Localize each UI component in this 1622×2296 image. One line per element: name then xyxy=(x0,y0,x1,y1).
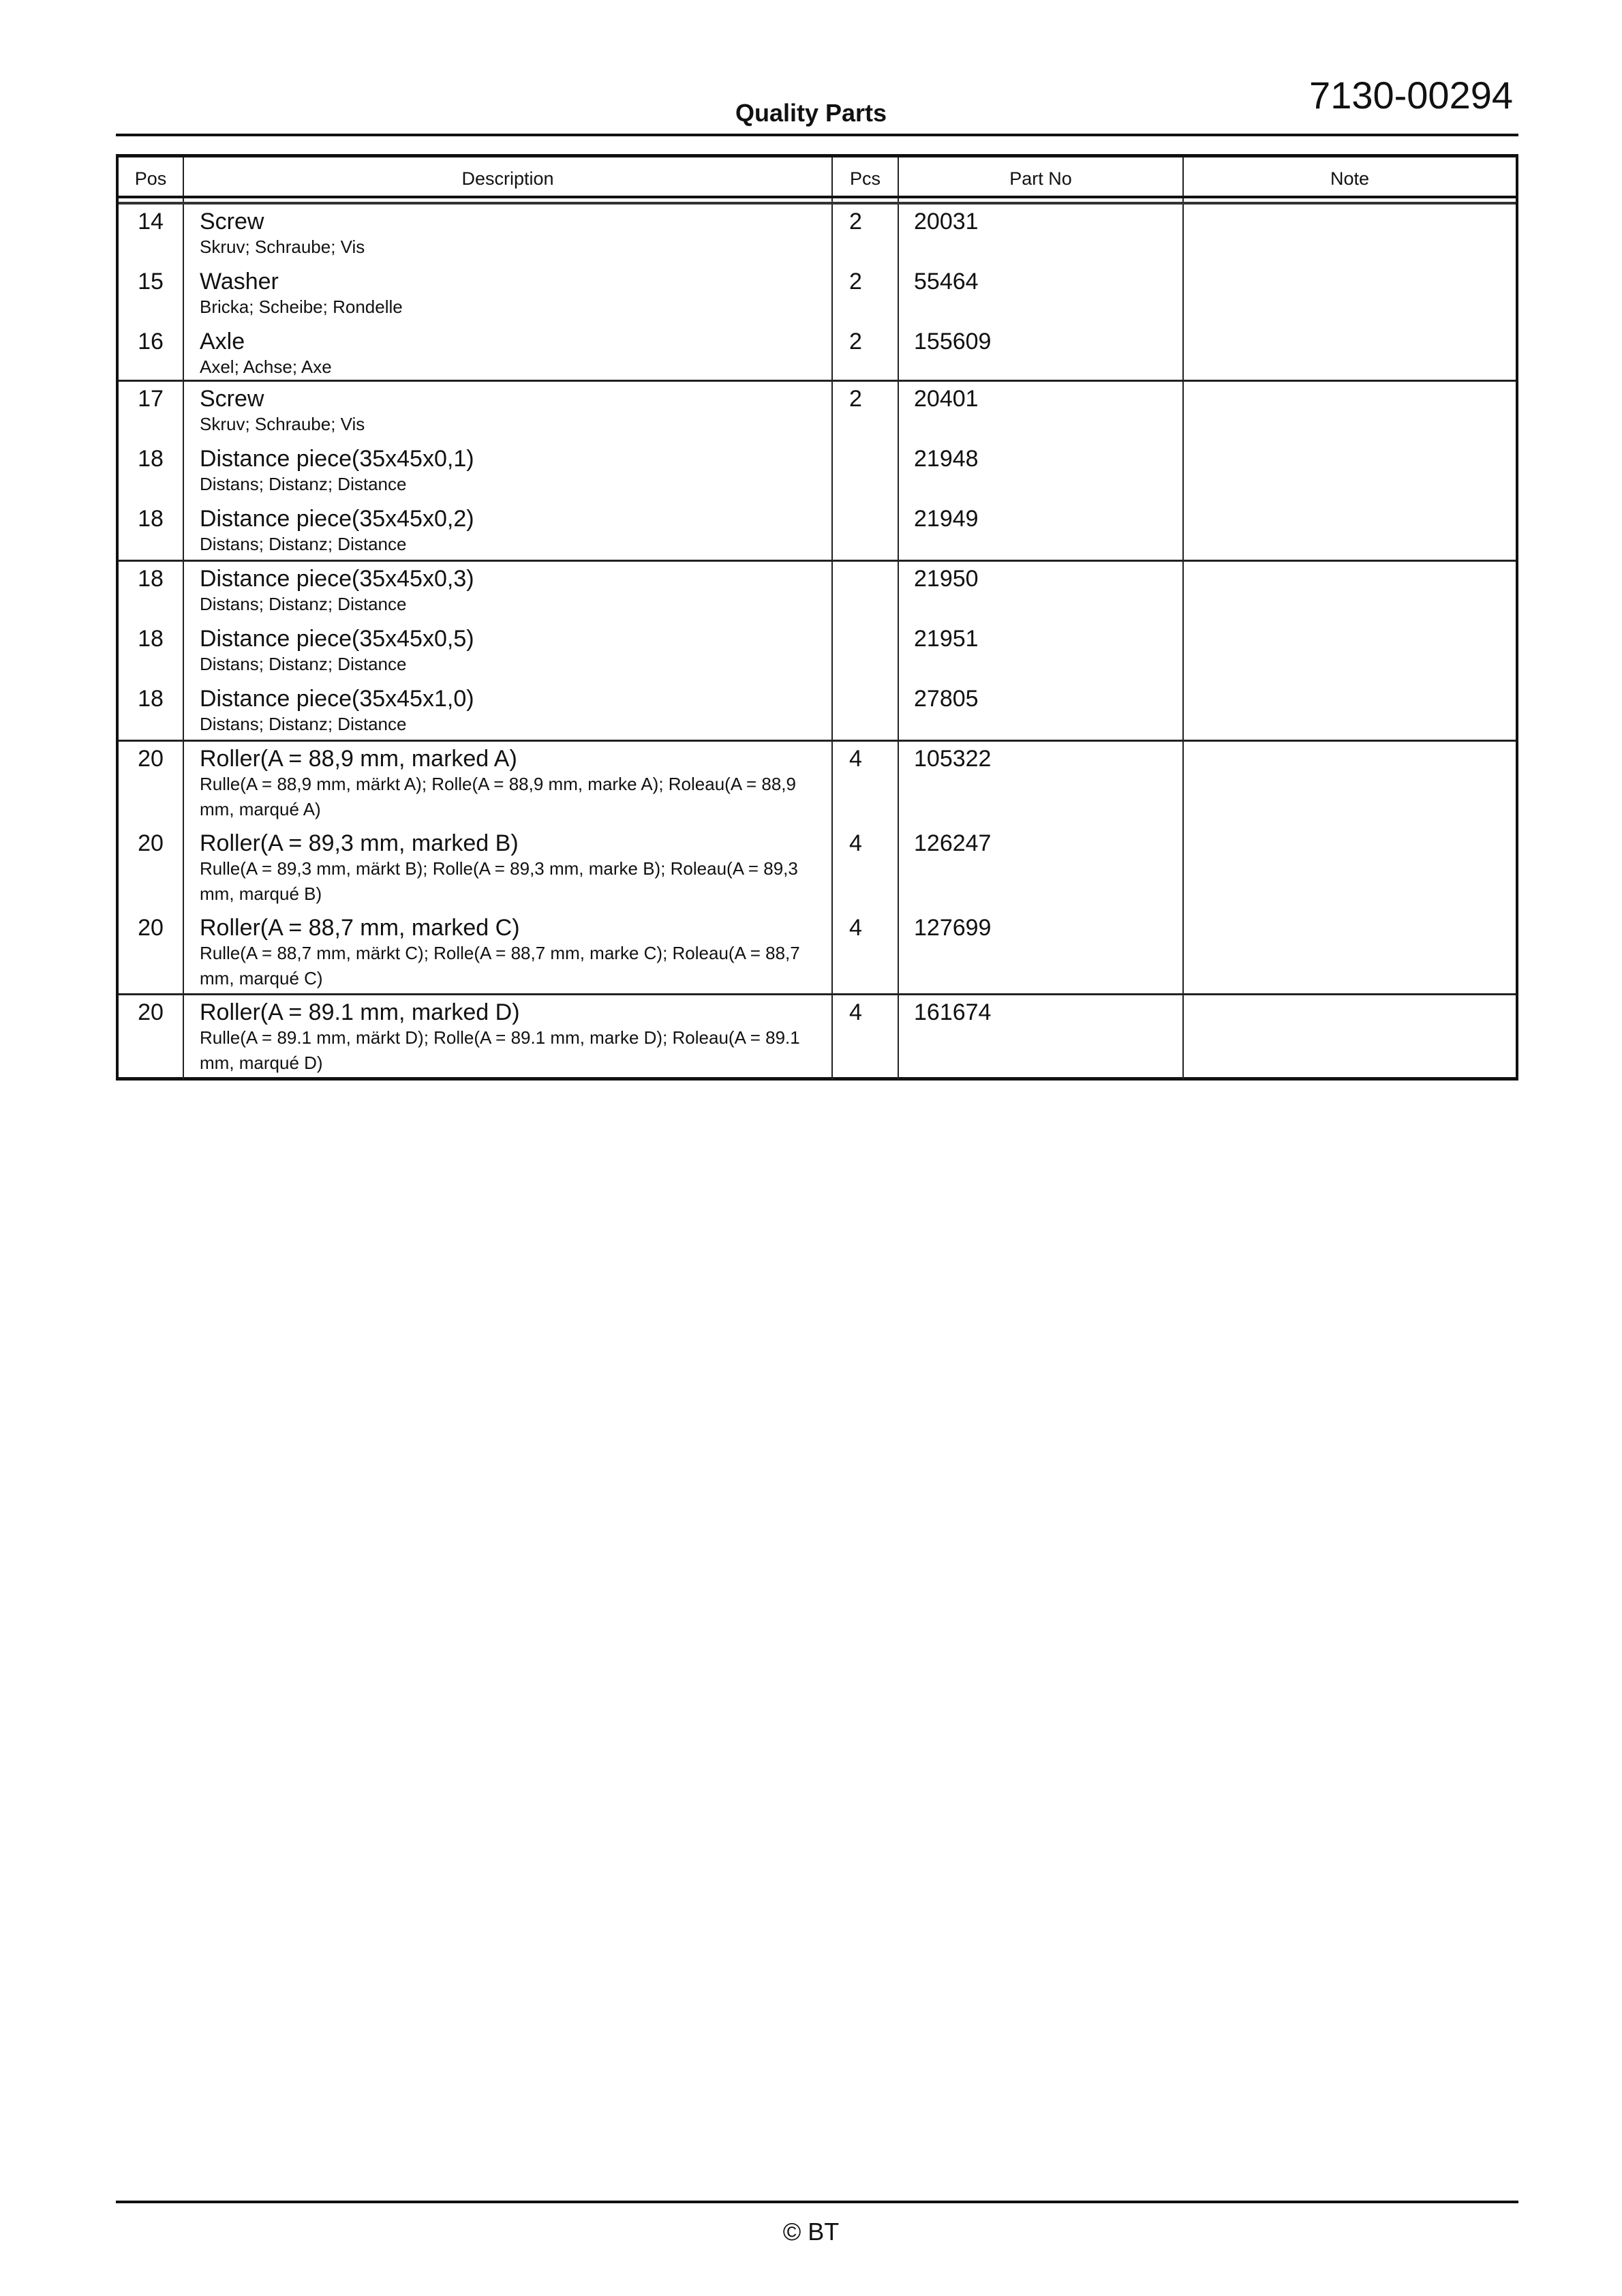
pcs-column xyxy=(833,562,899,742)
pcs-column xyxy=(833,742,899,995)
list-item xyxy=(899,265,1182,324)
table-row-group xyxy=(119,562,1516,742)
list-item xyxy=(184,682,831,742)
list-item xyxy=(899,502,1182,562)
gap-cell xyxy=(184,198,833,202)
column-header-pcs: Pcs xyxy=(833,157,899,196)
list-item xyxy=(184,442,831,502)
part-translations: Axel; Achse; Axe xyxy=(200,357,332,377)
list-item xyxy=(119,382,183,442)
note-text xyxy=(1184,995,1516,999)
part-translations: Distans; Distanz; Distance xyxy=(200,474,407,494)
list-item xyxy=(1184,826,1516,911)
list-item xyxy=(899,442,1182,502)
table-row-group xyxy=(119,205,1516,382)
list-item xyxy=(899,826,1182,911)
position-number: 15 xyxy=(138,269,164,294)
list-item xyxy=(1184,622,1516,682)
part-number: 21951 xyxy=(914,626,979,652)
list-item xyxy=(1184,265,1516,324)
part-no-column xyxy=(899,995,1184,1080)
piece-count: 4 xyxy=(849,915,862,941)
list-item xyxy=(119,911,183,995)
list-item xyxy=(119,502,183,562)
piece-count xyxy=(849,562,898,566)
part-translations: Rulle(A = 89.1 mm, märkt D); Rolle(A = 89.1 mm, marke D); Roleau(A = 89.1 mm, marqué D) xyxy=(200,1027,800,1073)
part-translations: Rulle(A = 88,7 mm, märkt C); Rolle(A = 88,7 mm, marke C); Roleau(A = 88,7 mm, marqué C) xyxy=(200,943,800,988)
part-number: 20031 xyxy=(914,209,979,235)
table-body xyxy=(119,205,1516,1077)
list-item xyxy=(833,562,898,622)
list-item xyxy=(899,995,1182,1080)
list-item xyxy=(833,742,898,826)
footer-divider xyxy=(116,2201,1518,2203)
piece-count xyxy=(849,502,898,506)
list-item xyxy=(833,324,898,384)
part-number: 27805 xyxy=(914,686,979,712)
part-number: 126247 xyxy=(914,830,992,856)
part-description: Distance piece(35x45x0,2) xyxy=(200,506,474,532)
part-number: 55464 xyxy=(914,269,979,294)
list-item xyxy=(833,382,898,442)
note-column xyxy=(1184,742,1516,995)
note-text xyxy=(1184,826,1516,830)
note-text xyxy=(1184,502,1516,506)
list-item xyxy=(1184,502,1516,562)
part-number: 20401 xyxy=(914,386,979,412)
part-number: 127699 xyxy=(914,915,992,941)
position-number: 20 xyxy=(138,915,164,941)
list-item xyxy=(833,622,898,682)
list-item xyxy=(899,205,1182,265)
parts-table xyxy=(116,154,1518,1081)
part-number: 21948 xyxy=(914,446,979,472)
list-item xyxy=(899,324,1182,384)
position-number: 18 xyxy=(138,626,164,652)
part-translations: Distans; Distanz; Distance xyxy=(200,654,407,674)
description-column xyxy=(184,205,833,384)
header-gap xyxy=(119,198,1516,205)
list-item xyxy=(119,742,183,826)
pos-column xyxy=(119,382,184,562)
description-column xyxy=(184,382,833,562)
part-translations: Bricka; Scheibe; Rondelle xyxy=(200,297,403,317)
piece-count: 2 xyxy=(849,269,862,294)
note-column xyxy=(1184,562,1516,742)
list-item xyxy=(833,205,898,265)
note-column xyxy=(1184,995,1516,1080)
part-number: 21950 xyxy=(914,566,979,592)
list-item xyxy=(899,682,1182,742)
position-number: 16 xyxy=(138,329,164,354)
list-item xyxy=(119,682,183,742)
piece-count: 4 xyxy=(849,999,862,1025)
description-column xyxy=(184,995,833,1080)
table-header xyxy=(119,157,1516,198)
position-number: 17 xyxy=(138,386,164,412)
list-item xyxy=(899,382,1182,442)
part-description: Roller(A = 88,9 mm, marked A) xyxy=(200,746,517,772)
list-item xyxy=(184,826,831,911)
part-translations: Rulle(A = 89,3 mm, märkt B); Rolle(A = 89,3 mm, marke B); Roleau(A = 89,3 mm, marqué B) xyxy=(200,858,798,904)
position-number: 18 xyxy=(138,446,164,472)
pcs-column xyxy=(833,995,899,1080)
list-item xyxy=(833,265,898,324)
note-text xyxy=(1184,442,1516,446)
part-description: Washer xyxy=(200,269,279,294)
column-header-pos: Pos xyxy=(119,157,184,196)
description-column xyxy=(184,562,833,742)
list-item xyxy=(184,265,831,324)
part-translations: Rulle(A = 88,9 mm, märkt A); Rolle(A = 88,9 mm, marke A); Roleau(A = 88,9 mm, marqué A) xyxy=(200,774,796,819)
note-text xyxy=(1184,562,1516,566)
part-translations: Distans; Distanz; Distance xyxy=(200,714,407,734)
list-item xyxy=(833,682,898,742)
table-row-group xyxy=(119,995,1516,1077)
note-text xyxy=(1184,911,1516,915)
list-item xyxy=(184,502,831,562)
list-item xyxy=(119,442,183,502)
list-item xyxy=(833,911,898,995)
list-item xyxy=(899,742,1182,826)
list-item xyxy=(184,562,831,622)
part-translations: Skruv; Schraube; Vis xyxy=(200,237,365,257)
list-item xyxy=(119,622,183,682)
list-item xyxy=(184,911,831,995)
list-item xyxy=(1184,742,1516,826)
list-item xyxy=(1184,562,1516,622)
note-text xyxy=(1184,205,1516,209)
piece-count: 4 xyxy=(849,830,862,856)
list-item xyxy=(1184,382,1516,442)
position-number: 14 xyxy=(138,209,164,235)
position-number: 18 xyxy=(138,566,164,592)
column-header-note: Note xyxy=(1330,168,1370,189)
copyright-text: © BT xyxy=(782,2218,840,2246)
table-row-group xyxy=(119,382,1516,562)
part-translations: Distans; Distanz; Distance xyxy=(200,534,407,554)
part-description: Distance piece(35x45x0,1) xyxy=(200,446,474,472)
list-item xyxy=(119,205,183,265)
table-row-group xyxy=(119,742,1516,995)
part-description: Distance piece(35x45x0,3) xyxy=(200,566,474,592)
note-text xyxy=(1184,324,1516,329)
list-item xyxy=(184,995,831,1080)
list-item xyxy=(1184,324,1516,384)
pos-column xyxy=(119,205,184,384)
position-number: 20 xyxy=(138,746,164,772)
gap-cell xyxy=(1184,198,1516,202)
list-item xyxy=(184,324,831,384)
part-description: Roller(A = 89.1 mm, marked D) xyxy=(200,999,520,1025)
part-description: Distance piece(35x45x1,0) xyxy=(200,686,474,712)
list-item xyxy=(1184,442,1516,502)
note-text xyxy=(1184,382,1516,386)
gap-cell xyxy=(899,198,1184,202)
piece-count xyxy=(849,442,898,446)
note-column xyxy=(1184,382,1516,562)
list-item xyxy=(184,382,831,442)
part-description: Axle xyxy=(200,329,245,354)
pcs-column xyxy=(833,205,899,384)
list-item xyxy=(899,911,1182,995)
piece-count: 2 xyxy=(849,209,862,235)
piece-count: 2 xyxy=(849,386,862,412)
part-no-column xyxy=(899,205,1184,384)
piece-count: 4 xyxy=(849,746,862,772)
part-number: 161674 xyxy=(914,999,992,1025)
pcs-column xyxy=(833,382,899,562)
part-number: 155609 xyxy=(914,329,992,354)
part-description: Screw xyxy=(200,209,264,235)
list-item xyxy=(184,742,831,826)
list-item xyxy=(119,826,183,911)
column-header-part-no: Part No xyxy=(899,157,1184,196)
part-description: Screw xyxy=(200,386,264,412)
part-translations: Skruv; Schraube; Vis xyxy=(200,414,365,434)
header-divider xyxy=(116,134,1518,136)
position-number: 20 xyxy=(138,999,164,1025)
part-description: Roller(A = 88,7 mm, marked C) xyxy=(200,915,520,941)
piece-count: 2 xyxy=(849,329,862,354)
list-item xyxy=(119,324,183,384)
description-column xyxy=(184,742,833,995)
list-item xyxy=(1184,995,1516,1080)
list-item xyxy=(119,995,183,1080)
list-item xyxy=(119,562,183,622)
list-item xyxy=(184,622,831,682)
gap-cell xyxy=(833,198,899,202)
list-item xyxy=(1184,205,1516,265)
list-item xyxy=(899,562,1182,622)
part-no-column xyxy=(899,382,1184,562)
column-header-description: Description xyxy=(184,157,833,196)
list-item xyxy=(1184,911,1516,995)
piece-count xyxy=(849,622,898,626)
part-no-column xyxy=(899,742,1184,995)
pos-column xyxy=(119,742,184,995)
part-number: 21949 xyxy=(914,506,979,532)
note-text xyxy=(1184,682,1516,686)
note-column xyxy=(1184,205,1516,384)
list-item xyxy=(833,442,898,502)
part-description: Roller(A = 89,3 mm, marked B) xyxy=(200,830,519,856)
part-number: 105322 xyxy=(914,746,992,772)
page-title: Quality Parts xyxy=(735,99,887,127)
position-number: 18 xyxy=(138,686,164,712)
pos-column xyxy=(119,562,184,742)
list-item xyxy=(833,995,898,1080)
list-item xyxy=(833,502,898,562)
list-item xyxy=(119,265,183,324)
list-item xyxy=(899,622,1182,682)
note-text xyxy=(1184,265,1516,269)
note-text xyxy=(1184,742,1516,746)
list-item xyxy=(1184,682,1516,742)
position-number: 20 xyxy=(138,830,164,856)
list-item xyxy=(833,826,898,911)
part-translations: Distans; Distanz; Distance xyxy=(200,594,407,614)
part-no-column xyxy=(899,562,1184,742)
list-item xyxy=(184,205,831,265)
note-text xyxy=(1184,622,1516,626)
part-description: Distance piece(35x45x0,5) xyxy=(200,626,474,652)
gap-cell xyxy=(119,198,184,202)
position-number: 18 xyxy=(138,506,164,532)
document-number: 7130-00294 xyxy=(1309,74,1513,117)
piece-count xyxy=(849,682,898,686)
pos-column xyxy=(119,995,184,1080)
